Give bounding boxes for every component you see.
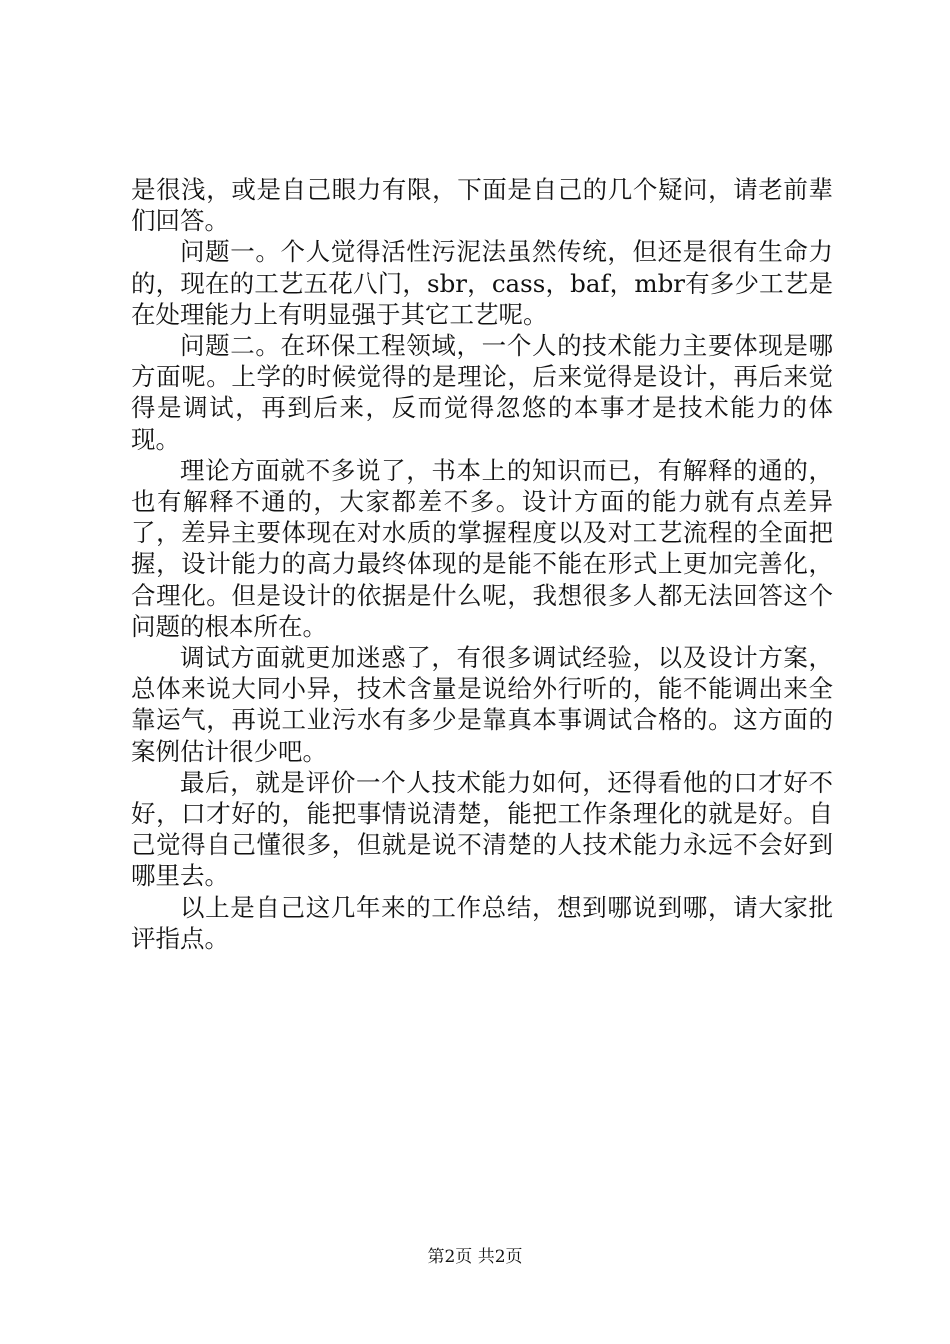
paragraph-question-one: 问题一。个人觉得活性污泥法虽然传统，但还是很有生命力的，现在的工艺五花八门，sbr，cass，baf，mbr有多少工艺是在处理能力上有明显强于其它工艺呢。: [131, 237, 833, 329]
paragraph-commissioning: 调试方面就更加迷惑了，有很多调试经验，以及设计方案，总体来说大同小异，技术含量是说给外行听的，能不能调出来全靠运气，再说工业污水有多少是靠真本事调试合格的。这方面的案例估计很少吧。: [131, 643, 833, 766]
paragraph-continuation: 是很浅，或是自己眼力有限，下面是自己的几个疑问，请老前辈们回答。: [131, 175, 833, 236]
paragraph-question-two: 问题二。在环保工程领域，一个人的技术能力主要体现是哪方面呢。上学的时候觉得的是理论，后来觉得是设计，再后来觉得是调试，再到后来，反而觉得忽悠的本事才是技术能力的体现。: [131, 331, 833, 454]
paragraph-theory-design: 理论方面就不多说了，书本上的知识而已，有解释的通的，也有解释不通的，大家都差不多。设计方面的能力就有点差异了，差异主要体现在对水质的掌握程度以及对工艺流程的全面把握，设计能力的高力最终体现的是能不能在形式上更加完善化，合理化。但是设计的依据是什么呢，我想很多人都无法回答这个问题的根本所在。: [131, 455, 833, 641]
document-body: [131, 174, 833, 954]
paragraph-conclusion: 以上是自己这几年来的工作总结，想到哪说到哪，请大家批评指点。: [131, 892, 833, 953]
page-number-footer: 第2页 共2页: [427, 1247, 523, 1267]
paragraph-eloquence: 最后，就是评价一个人技术能力如何，还得看他的口才好不好，口才好的，能把事情说清楚，能把工作条理化的就是好。自己觉得自己懂很多，但就是说不清楚的人技术能力永远不会好到哪里去。: [131, 767, 833, 891]
